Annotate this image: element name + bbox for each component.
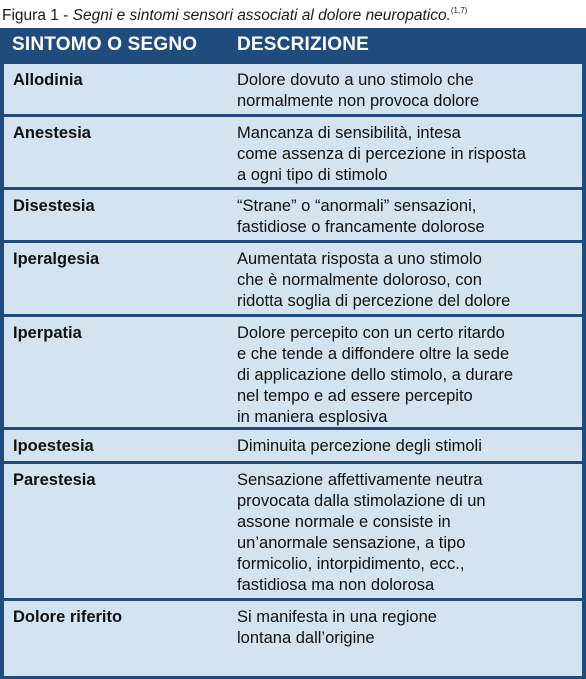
table-row	[4, 430, 582, 461]
header-symptom: SINTOMO O SEGNO	[12, 34, 198, 55]
table-row	[4, 190, 582, 240]
header-description: DESCRIZIONE	[237, 34, 370, 55]
table-row	[4, 243, 582, 314]
description-line: formicolio, intorpidimento, ecc.,	[237, 555, 465, 573]
description-line: un’anormale sensazione, a tipo	[237, 534, 466, 552]
description-line: Diminuita percezione degli stimoli	[237, 437, 482, 455]
symptom-name: Disestesia	[13, 197, 95, 215]
symptom-name: Parestesia	[13, 471, 96, 489]
description-line: e che tende a diffondere oltre la sede	[237, 345, 510, 363]
symptom-name: Iperpatia	[13, 324, 82, 342]
caption-prefix: Figura 1 -	[2, 7, 73, 24]
caption-references: (1,7)	[450, 6, 468, 15]
symptom-description	[237, 323, 577, 428]
symptom-description	[237, 123, 577, 186]
table-row	[4, 601, 582, 676]
symptoms-table	[0, 28, 586, 679]
description-line: provocata dalla stimolazione di un	[237, 492, 486, 510]
description-line: Dolore percepito con un certo ritardo	[237, 324, 505, 342]
table-body	[4, 64, 582, 676]
symptom-description	[237, 196, 577, 238]
table-header	[0, 28, 586, 64]
table-row	[4, 317, 582, 427]
description-line: come assenza di percezione in risposta	[237, 145, 526, 163]
symptom-description	[237, 249, 577, 312]
description-line: “Strane” o “anormali” sensazioni,	[237, 197, 477, 215]
description-line: Aumentata risposta a uno stimolo	[237, 250, 482, 268]
symptom-description	[237, 607, 577, 649]
symptom-name: Dolore riferito	[13, 608, 123, 626]
symptom-name: Anestesia	[13, 124, 91, 142]
description-line: nel tempo e ad essere percepito	[237, 387, 473, 405]
description-line: che è normalmente doloroso, con	[237, 271, 482, 289]
description-line: lontana dall’origine	[237, 629, 375, 647]
description-line: Mancanza di sensibilità, intesa	[237, 124, 461, 142]
description-line: Si manifesta in una regione	[237, 608, 437, 626]
description-line: normalmente non provoca dolore	[237, 92, 480, 110]
symptom-name: Allodinia	[13, 71, 83, 89]
symptom-name: Iperalgesia	[13, 250, 100, 268]
description-line: Dolore dovuto a uno stimolo che	[237, 71, 474, 89]
description-line: fastidiose o francamente dolorose	[237, 218, 485, 236]
symptom-description	[237, 70, 577, 112]
figure-caption	[2, 0, 584, 28]
table-row	[4, 64, 582, 114]
symptom-description	[237, 436, 577, 457]
caption-title: Segni e sintomi sensori associati al dolore neuropatico.	[72, 7, 451, 24]
description-line: a ogni tipo di stimolo	[237, 166, 388, 184]
table-row	[4, 117, 582, 187]
description-line: assone normale e consiste in	[237, 513, 451, 531]
description-line: Sensazione affettivamente neutra	[237, 471, 483, 489]
symptom-description	[237, 470, 577, 596]
table-row	[4, 464, 582, 598]
description-line: ridotta soglia di percezione del dolore	[237, 292, 511, 310]
description-line: fastidiosa ma non dolorosa	[237, 576, 435, 594]
description-line: in maniera esplosiva	[237, 408, 388, 426]
description-line: di applicazione dello stimolo, a durare	[237, 366, 514, 384]
symptom-name: Ipoestesia	[13, 437, 94, 455]
